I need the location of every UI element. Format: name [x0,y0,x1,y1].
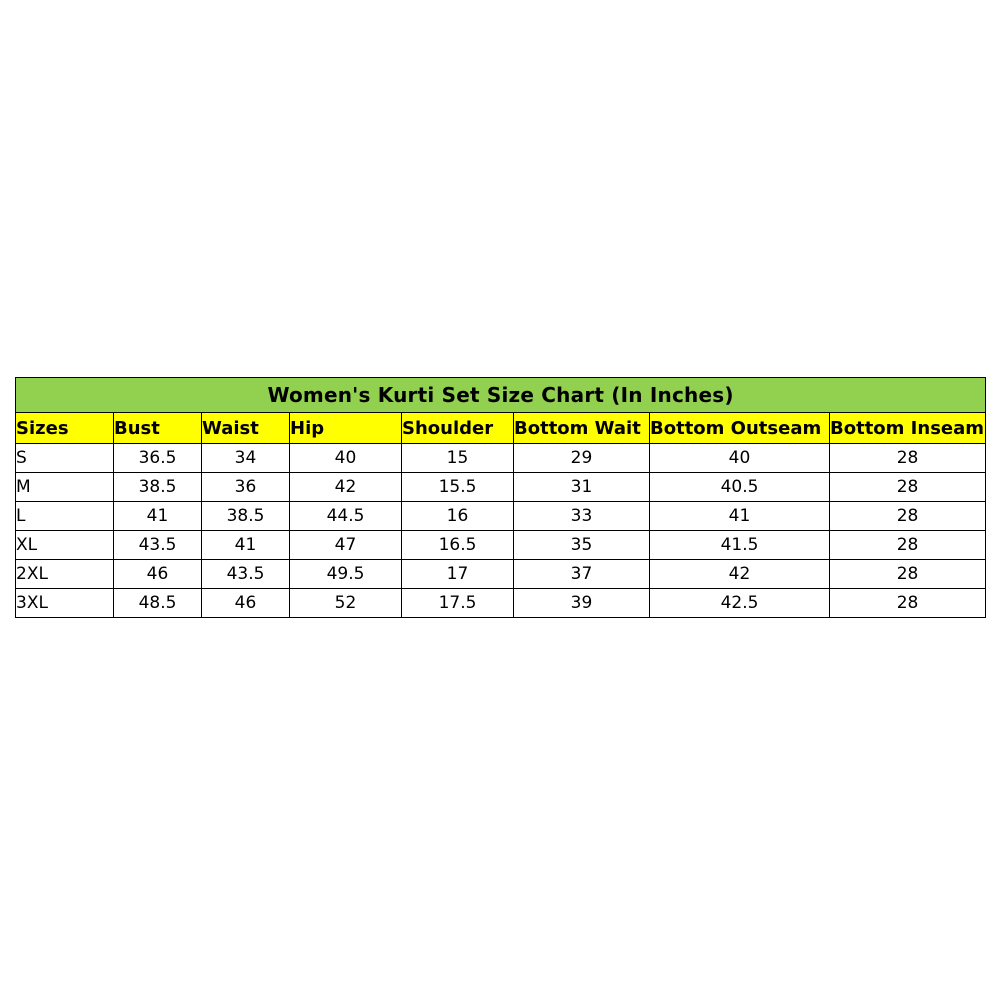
cell-waist: 36 [202,473,290,502]
cell-bottom-outseam: 40.5 [650,473,830,502]
cell-bottom-outseam: 40 [650,444,830,473]
cell-bottom-wait: 39 [514,589,650,618]
cell-shoulder: 16.5 [402,531,514,560]
column-header-shoulder: Shoulder [402,413,514,444]
cell-shoulder: 15.5 [402,473,514,502]
cell-bust: 36.5 [114,444,202,473]
column-header-bust: Bust [114,413,202,444]
cell-bottom-outseam: 42.5 [650,589,830,618]
cell-bottom-inseam: 28 [830,444,986,473]
cell-bust: 43.5 [114,531,202,560]
cell-bottom-wait: 35 [514,531,650,560]
cell-bottom-outseam: 41 [650,502,830,531]
table-header-row [16,413,986,444]
cell-waist: 38.5 [202,502,290,531]
cell-shoulder: 17 [402,560,514,589]
table-row [16,560,986,589]
cell-waist: 46 [202,589,290,618]
cell-size: L [16,502,114,531]
size-chart-table [15,377,986,618]
cell-size: S [16,444,114,473]
column-header-sizes: Sizes [16,413,114,444]
cell-shoulder: 16 [402,502,514,531]
cell-bottom-wait: 29 [514,444,650,473]
table-row [16,444,986,473]
cell-size: 2XL [16,560,114,589]
cell-bottom-inseam: 28 [830,560,986,589]
cell-bottom-inseam: 28 [830,473,986,502]
cell-bottom-wait: 33 [514,502,650,531]
cell-bottom-inseam: 28 [830,531,986,560]
cell-bottom-inseam: 28 [830,502,986,531]
cell-hip: 40 [290,444,402,473]
cell-bust: 46 [114,560,202,589]
cell-waist: 43.5 [202,560,290,589]
cell-hip: 44.5 [290,502,402,531]
cell-hip: 47 [290,531,402,560]
chart-title: Women's Kurti Set Size Chart (In Inches) [16,378,986,413]
cell-size: M [16,473,114,502]
cell-hip: 49.5 [290,560,402,589]
cell-shoulder: 15 [402,444,514,473]
cell-hip: 42 [290,473,402,502]
table-row [16,473,986,502]
size-chart-container [15,377,985,618]
table-row [16,531,986,560]
cell-bottom-inseam: 28 [830,589,986,618]
cell-size: XL [16,531,114,560]
cell-bottom-wait: 37 [514,560,650,589]
table-title-row [16,378,986,413]
column-header-hip: Hip [290,413,402,444]
cell-bottom-outseam: 41.5 [650,531,830,560]
column-header-waist: Waist [202,413,290,444]
cell-bottom-wait: 31 [514,473,650,502]
column-header-bottom-inseam: Bottom Inseam [830,413,986,444]
cell-waist: 41 [202,531,290,560]
column-header-bottom-wait: Bottom Wait [514,413,650,444]
cell-waist: 34 [202,444,290,473]
cell-bust: 38.5 [114,473,202,502]
cell-bust: 48.5 [114,589,202,618]
cell-shoulder: 17.5 [402,589,514,618]
column-header-bottom-outseam: Bottom Outseam [650,413,830,444]
cell-bust: 41 [114,502,202,531]
cell-size: 3XL [16,589,114,618]
table-row [16,589,986,618]
cell-hip: 52 [290,589,402,618]
table-row [16,502,986,531]
cell-bottom-outseam: 42 [650,560,830,589]
